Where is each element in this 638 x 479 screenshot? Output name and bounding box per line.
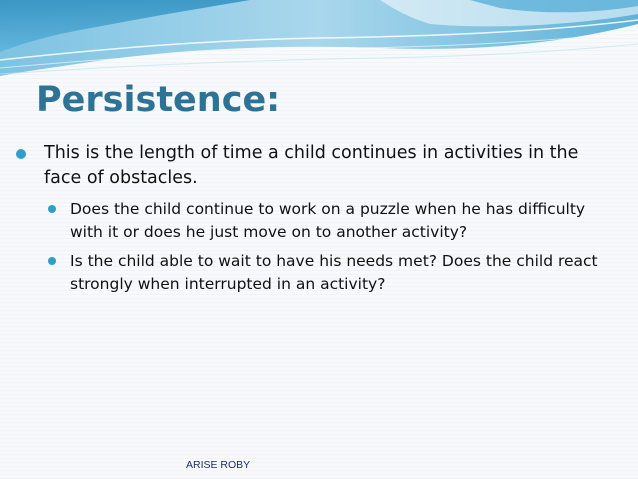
bullet-text: This is the length of time a child continues in activities in the face of obstacles. — [44, 143, 579, 188]
sub-bullet-text: Does the child continue to work on a puzzle when he has difficulty with it or does he just move on to another activity? — [70, 200, 586, 241]
bullet-list — [14, 141, 614, 295]
bullet-item-1 — [14, 141, 614, 191]
sub-bullet-text: Is the child able to wait to have his needs met? Does the child react strongly when interrupted in an activity? — [70, 252, 598, 293]
bullet-dot-icon — [48, 257, 56, 265]
sub-bullet-item-2 — [14, 250, 614, 295]
slide-title: Persistence: — [36, 80, 281, 120]
sub-bullet-item-1 — [14, 198, 614, 243]
bullet-dot-icon — [48, 205, 56, 213]
slide-footer: ARISE ROBY — [186, 459, 251, 471]
bullet-dot-icon — [16, 149, 26, 159]
header-wave-decoration — [0, 0, 638, 78]
